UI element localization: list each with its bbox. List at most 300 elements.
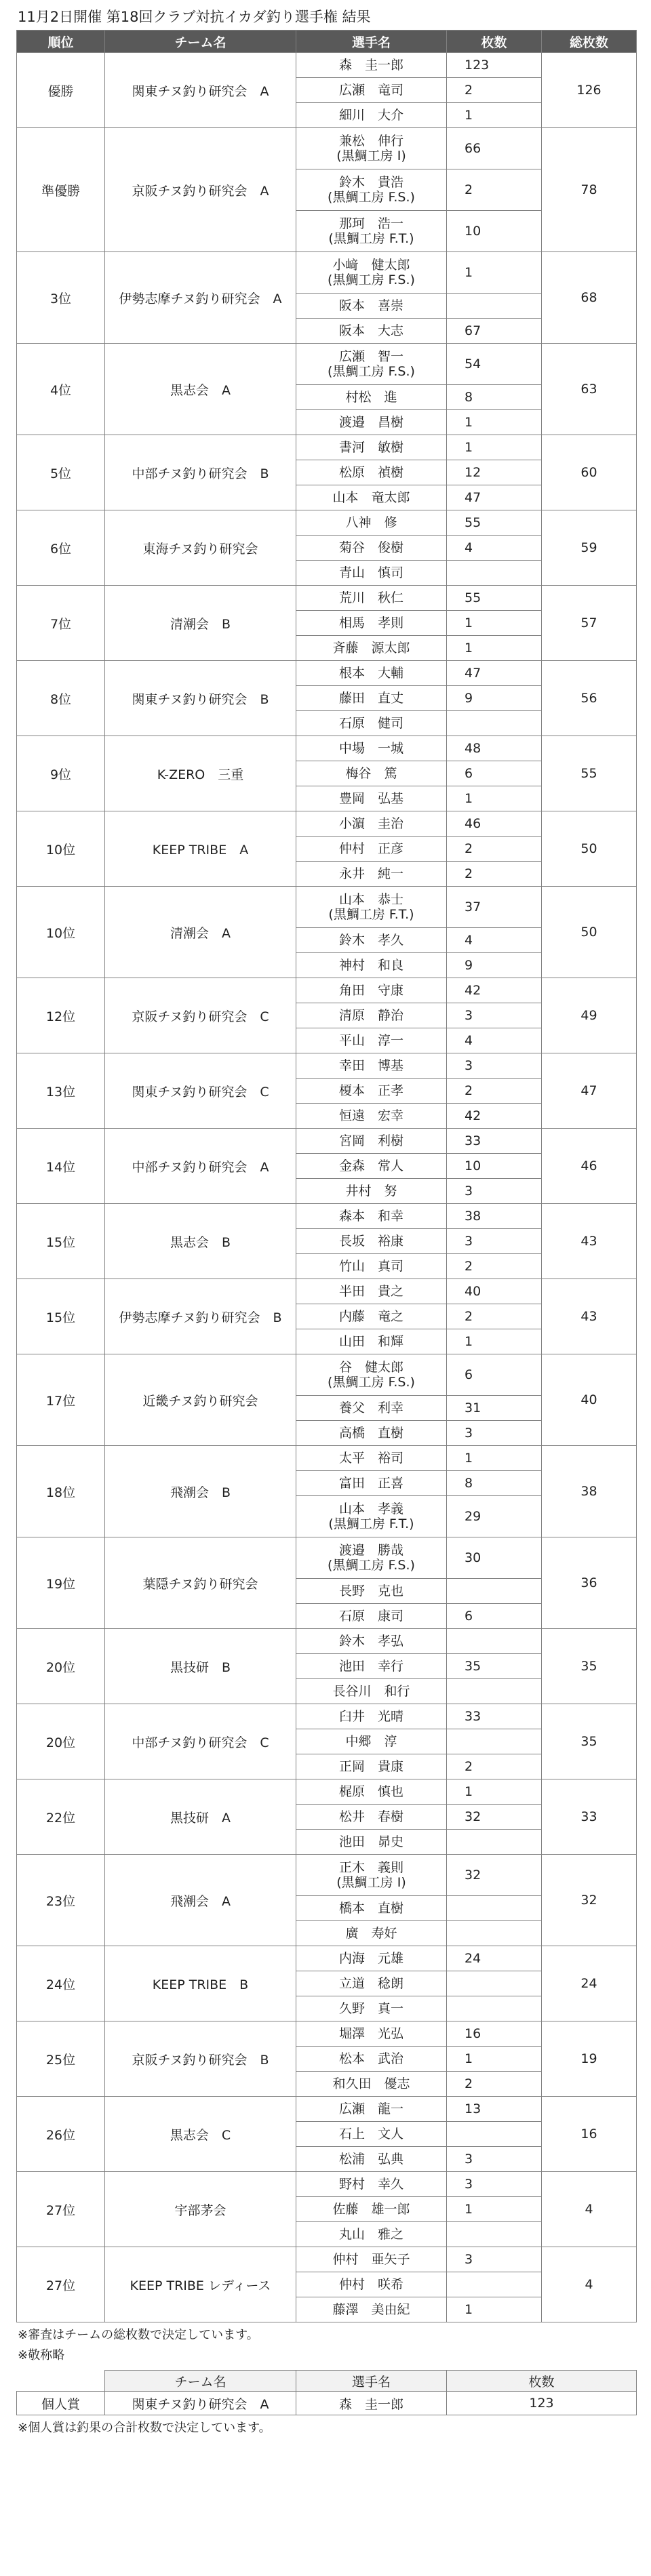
player-cell xyxy=(296,2297,447,2322)
player-cell xyxy=(296,1279,447,1304)
player-name: 平山 淳一 xyxy=(338,1033,403,1048)
player-count: 32 xyxy=(447,1855,542,1896)
player-count: 1 xyxy=(447,410,542,435)
player-count: 3 xyxy=(447,1003,542,1028)
player-name: 根本 大輔 xyxy=(338,666,403,681)
individual-header-team: チーム名 xyxy=(105,2371,296,2392)
player-count: 1 xyxy=(447,435,542,460)
team-name: 中部チヌ釣り研究会 A xyxy=(105,1129,296,1204)
player-name: 久野 真一 xyxy=(338,2001,403,2016)
table-row xyxy=(17,2172,637,2197)
player-name: 石上 文人 xyxy=(338,2127,403,2141)
player-count xyxy=(447,294,542,319)
player-count: 1 xyxy=(447,252,542,294)
player-cell xyxy=(296,2097,447,2122)
player-affiliation: (黒鯛工房 F.S.) xyxy=(328,190,415,205)
player-name: 和久田 優志 xyxy=(332,2076,410,2091)
player-count xyxy=(447,1629,542,1654)
team-name: 清潮会 A xyxy=(105,887,296,978)
player-cell xyxy=(296,1996,447,2021)
team-total: 47 xyxy=(542,1053,637,1129)
player-cell xyxy=(296,319,447,344)
player-cell xyxy=(296,1421,447,1446)
team-total: 43 xyxy=(542,1279,637,1354)
player-cell xyxy=(296,1604,447,1629)
player-name: 阪本 喜崇 xyxy=(338,298,403,313)
team-name: 関東チヌ釣り研究会 A xyxy=(105,53,296,128)
player-name: 内海 元雄 xyxy=(338,1951,403,1966)
team-total: 40 xyxy=(542,1354,637,1446)
player-count: 24 xyxy=(447,1946,542,1971)
player-cell xyxy=(296,1830,447,1855)
player-cell xyxy=(296,1053,447,1079)
team-total: 32 xyxy=(542,1855,637,1946)
player-affiliation: (黒鯛工房 F.S.) xyxy=(328,364,415,379)
individual-row xyxy=(17,2392,637,2415)
team-total: 24 xyxy=(542,1946,637,2021)
player-name: 斉藤 源太郎 xyxy=(332,641,410,656)
player-name: 永井 純一 xyxy=(338,866,403,881)
player-name: 谷 健太郎 xyxy=(338,1360,403,1375)
player-count: 37 xyxy=(447,887,542,928)
player-name: 青山 慎司 xyxy=(338,565,403,580)
player-affiliation: (黒鯛工房 F.T.) xyxy=(328,231,414,246)
player-count: 33 xyxy=(447,1129,542,1154)
table-row xyxy=(17,1446,637,1471)
player-name: 松原 禎樹 xyxy=(338,465,403,480)
player-count: 3 xyxy=(447,1421,542,1446)
player-name: 那珂 浩一 xyxy=(338,216,403,231)
table-row xyxy=(17,2097,637,2122)
player-cell xyxy=(296,1729,447,1754)
player-cell xyxy=(296,837,447,862)
player-affiliation: (黒鯛工房 F.S.) xyxy=(328,1558,415,1573)
team-name: 清潮会 B xyxy=(105,586,296,661)
player-cell xyxy=(296,2021,447,2047)
player-count xyxy=(447,1921,542,1946)
team-name: 黒技研 B xyxy=(105,1629,296,1704)
player-name: 清原 静治 xyxy=(338,1008,403,1023)
player-cell xyxy=(296,2047,447,2072)
player-count: 2 xyxy=(447,1304,542,1329)
player-cell xyxy=(296,1855,447,1896)
page-title: 11月2日開催 第18回クラブ対抗イカダ釣り選手権 結果 xyxy=(18,9,371,25)
player-count: 42 xyxy=(447,1104,542,1129)
player-count xyxy=(447,561,542,586)
player-name: 井村 努 xyxy=(345,1184,397,1199)
player-cell xyxy=(296,1946,447,1971)
team-total: 35 xyxy=(542,1704,637,1779)
team-rank: 20位 xyxy=(17,1704,105,1779)
player-cell xyxy=(296,1204,447,1229)
header-team: チーム名 xyxy=(105,31,296,53)
table-row xyxy=(17,128,637,169)
player-cell xyxy=(296,1629,447,1654)
table-row xyxy=(17,53,637,78)
player-count: 3 xyxy=(447,2172,542,2197)
player-name: 菊谷 俊樹 xyxy=(338,540,403,555)
player-name: 藤田 直丈 xyxy=(338,691,403,706)
player-name: 広瀬 龍一 xyxy=(338,2101,403,2116)
player-cell xyxy=(296,761,447,786)
player-cell xyxy=(296,611,447,636)
team-rank: 7位 xyxy=(17,586,105,661)
player-cell xyxy=(296,78,447,103)
player-cell xyxy=(296,1446,447,1471)
note-judging: ※審査はチームの総枚数で決定しています。 xyxy=(18,2328,259,2342)
team-rank: 15位 xyxy=(17,1204,105,1279)
player-cell xyxy=(296,169,447,211)
team-rank: 27位 xyxy=(17,2172,105,2247)
table-row xyxy=(17,661,637,686)
player-name: 神村 和良 xyxy=(338,958,403,973)
player-cell xyxy=(296,1579,447,1604)
player-name: 豊岡 弘基 xyxy=(338,791,403,806)
team-total: 78 xyxy=(542,128,637,252)
player-count: 2 xyxy=(447,862,542,887)
player-count: 29 xyxy=(447,1496,542,1537)
results-body xyxy=(17,53,637,2322)
player-count: 2 xyxy=(447,2072,542,2097)
player-name: 村松 進 xyxy=(345,390,397,405)
player-name: 太平 裕司 xyxy=(338,1451,403,1466)
player-cell xyxy=(296,1154,447,1179)
team-name: 関東チヌ釣り研究会 C xyxy=(105,1053,296,1129)
player-cell xyxy=(296,1704,447,1729)
table-row xyxy=(17,1779,637,1805)
header-count: 枚数 xyxy=(447,31,542,53)
player-name: 山本 恭士 xyxy=(338,892,403,907)
team-rank: 5位 xyxy=(17,435,105,510)
player-count: 1 xyxy=(447,103,542,128)
player-count: 33 xyxy=(447,1704,542,1729)
team-name: 中部チヌ釣り研究会 B xyxy=(105,435,296,510)
player-cell xyxy=(296,811,447,837)
player-name: 堀澤 光弘 xyxy=(338,2026,403,2041)
team-rank: 優勝 xyxy=(17,53,105,128)
team-name: 伊勢志摩チヌ釣り研究会 B xyxy=(105,1279,296,1354)
player-count: 3 xyxy=(447,1179,542,1204)
individual-award-table xyxy=(16,2370,637,2415)
player-name: 鈴木 孝弘 xyxy=(338,1634,403,1649)
table-row xyxy=(17,1053,637,1079)
player-count: 4 xyxy=(447,1028,542,1053)
team-total: 4 xyxy=(542,2247,637,2322)
player-count: 1 xyxy=(447,611,542,636)
player-cell xyxy=(296,435,447,460)
player-count: 10 xyxy=(447,211,542,252)
player-count xyxy=(447,1679,542,1704)
player-name: 恒遠 宏幸 xyxy=(338,1108,403,1123)
player-count: 35 xyxy=(447,1654,542,1679)
table-row xyxy=(17,2247,637,2272)
player-name: 渡邉 勝哉 xyxy=(338,1543,403,1558)
individual-count: 123 xyxy=(447,2392,637,2415)
player-cell xyxy=(296,1396,447,1421)
team-rank: 8位 xyxy=(17,661,105,736)
player-count: 3 xyxy=(447,2247,542,2272)
player-name: 養父 利幸 xyxy=(338,1401,403,1415)
player-name: 池田 昴史 xyxy=(338,1834,403,1849)
player-name: 松井 春樹 xyxy=(338,1809,403,1824)
team-name: 京阪チヌ釣り研究会 C xyxy=(105,978,296,1053)
team-rank: 17位 xyxy=(17,1354,105,1446)
table-row xyxy=(17,1354,637,1396)
team-name: KEEP TRIBE A xyxy=(105,811,296,887)
player-cell xyxy=(296,2072,447,2097)
player-name: 廣 寿好 xyxy=(345,1926,397,1941)
player-affiliation: (黒鯛工房 F.T.) xyxy=(328,1516,414,1531)
player-cell xyxy=(296,561,447,586)
note-honorifics: ※敬称略 xyxy=(18,2348,65,2362)
player-count: 12 xyxy=(447,460,542,485)
player-cell xyxy=(296,510,447,536)
team-rank: 23位 xyxy=(17,1855,105,1946)
team-total: 59 xyxy=(542,510,637,586)
player-cell xyxy=(296,928,447,953)
player-count xyxy=(447,1729,542,1754)
team-name: K-ZERO 三重 xyxy=(105,736,296,811)
player-name: 藤澤 美由紀 xyxy=(332,2302,410,2317)
player-name: 立道 稔朗 xyxy=(338,1976,403,1991)
individual-label: 個人賞 xyxy=(17,2392,105,2415)
table-row xyxy=(17,887,637,928)
table-row xyxy=(17,510,637,536)
player-name: 長坂 裕康 xyxy=(338,1234,403,1249)
team-total: 55 xyxy=(542,736,637,811)
team-rank: 22位 xyxy=(17,1779,105,1855)
team-total: 50 xyxy=(542,887,637,978)
player-name: 仲村 正彦 xyxy=(338,841,403,856)
team-rank: 13位 xyxy=(17,1053,105,1129)
player-count: 1 xyxy=(447,2297,542,2322)
player-cell xyxy=(296,536,447,561)
team-name: 近畿チヌ釣り研究会 xyxy=(105,1354,296,1446)
player-count: 30 xyxy=(447,1537,542,1579)
header-total: 総枚数 xyxy=(542,31,637,53)
player-cell xyxy=(296,1496,447,1537)
individual-notes xyxy=(18,2421,651,2436)
player-name: 池田 幸行 xyxy=(338,1659,403,1674)
individual-header-player: 選手名 xyxy=(296,2371,447,2392)
player-cell xyxy=(296,978,447,1003)
player-name: 宮岡 利樹 xyxy=(338,1133,403,1148)
player-cell xyxy=(296,1779,447,1805)
player-count: 48 xyxy=(447,736,542,761)
team-rank: 20位 xyxy=(17,1629,105,1704)
player-name: 石原 康司 xyxy=(338,1609,403,1624)
table-row xyxy=(17,1855,637,1896)
player-count xyxy=(447,2122,542,2147)
player-name: 梶原 慎也 xyxy=(338,1784,403,1799)
player-cell xyxy=(296,786,447,811)
player-cell xyxy=(296,686,447,711)
player-name: 仲村 亜矢子 xyxy=(332,2252,410,2267)
team-name: 宇部茅会 xyxy=(105,2172,296,2247)
player-cell xyxy=(296,410,447,435)
player-count: 31 xyxy=(447,1396,542,1421)
player-affiliation: (黒鯛工房 F.T.) xyxy=(328,907,414,922)
player-count: 55 xyxy=(447,586,542,611)
player-count: 2 xyxy=(447,169,542,211)
player-cell xyxy=(296,460,447,485)
player-cell xyxy=(296,711,447,736)
team-total: 4 xyxy=(542,2172,637,2247)
table-row xyxy=(17,1204,637,1229)
team-rank: 14位 xyxy=(17,1129,105,1204)
player-cell xyxy=(296,1003,447,1028)
player-cell xyxy=(296,2172,447,2197)
player-count: 3 xyxy=(447,1229,542,1254)
team-name: 伊勢志摩チヌ釣り研究会 A xyxy=(105,252,296,344)
player-cell xyxy=(296,294,447,319)
player-count: 4 xyxy=(447,928,542,953)
player-count: 1 xyxy=(447,636,542,661)
team-name: 黒志会 B xyxy=(105,1204,296,1279)
team-total: 50 xyxy=(542,811,637,887)
team-total: 19 xyxy=(542,2021,637,2097)
team-total: 16 xyxy=(542,2097,637,2172)
player-name: 幸田 博基 xyxy=(338,1058,403,1073)
player-name: 小﨑 健太郎 xyxy=(332,258,410,273)
team-total: 49 xyxy=(542,978,637,1053)
table-row xyxy=(17,586,637,611)
player-name: 正岡 貴康 xyxy=(338,1759,403,1774)
player-count: 55 xyxy=(447,510,542,536)
player-count: 6 xyxy=(447,761,542,786)
team-total: 43 xyxy=(542,1204,637,1279)
player-name: 広瀬 竜司 xyxy=(338,83,403,98)
player-cell xyxy=(296,1805,447,1830)
player-name: 半田 貴之 xyxy=(338,1284,403,1299)
player-name: 松浦 弘典 xyxy=(338,2152,403,2167)
player-cell xyxy=(296,887,447,928)
player-name: 書河 敏樹 xyxy=(338,440,403,455)
player-cell xyxy=(296,128,447,169)
player-count: 40 xyxy=(447,1279,542,1304)
player-cell xyxy=(296,1754,447,1779)
player-name: 石原 健司 xyxy=(338,716,403,731)
team-name: KEEP TRIBE B xyxy=(105,1946,296,2021)
player-count: 2 xyxy=(447,1754,542,1779)
table-row xyxy=(17,811,637,837)
player-name: 梅谷 篤 xyxy=(345,766,397,781)
player-name: 中場 一城 xyxy=(338,741,403,756)
player-count: 47 xyxy=(447,485,542,510)
player-name: 仲村 咲希 xyxy=(338,2277,403,2292)
player-count: 2 xyxy=(447,78,542,103)
player-count: 66 xyxy=(447,128,542,169)
team-total: 35 xyxy=(542,1629,637,1704)
player-cell xyxy=(296,1179,447,1204)
player-name: 松本 武治 xyxy=(338,2051,403,2066)
table-row xyxy=(17,1704,637,1729)
header-player: 選手名 xyxy=(296,31,447,53)
player-count: 1 xyxy=(447,1446,542,1471)
player-cell xyxy=(296,1471,447,1496)
player-cell xyxy=(296,53,447,78)
player-count: 4 xyxy=(447,536,542,561)
team-total: 38 xyxy=(542,1446,637,1537)
team-total: 68 xyxy=(542,252,637,344)
player-affiliation: (黒鯛工房 I) xyxy=(336,148,406,163)
player-name: 角田 守康 xyxy=(338,983,403,998)
table-row xyxy=(17,1946,637,1971)
player-cell xyxy=(296,211,447,252)
team-name: KEEP TRIBE レディース xyxy=(105,2247,296,2322)
team-rank: 9位 xyxy=(17,736,105,811)
player-cell xyxy=(296,862,447,887)
player-cell xyxy=(296,252,447,294)
player-count: 38 xyxy=(447,1204,542,1229)
player-cell xyxy=(296,1254,447,1279)
table-row xyxy=(17,1629,637,1654)
team-total: 57 xyxy=(542,586,637,661)
player-affiliation: (黒鯛工房 F.S.) xyxy=(328,273,415,287)
player-name: 富田 正喜 xyxy=(338,1476,403,1491)
player-name: 鈴木 孝久 xyxy=(338,933,403,948)
team-total: 60 xyxy=(542,435,637,510)
player-name: 森 圭一郎 xyxy=(338,58,403,73)
team-rank: 26位 xyxy=(17,2097,105,2172)
player-cell xyxy=(296,2122,447,2147)
player-cell xyxy=(296,953,447,978)
player-count: 42 xyxy=(447,978,542,1003)
player-cell xyxy=(296,1229,447,1254)
player-count: 9 xyxy=(447,953,542,978)
player-cell xyxy=(296,1921,447,1946)
team-name: 京阪チヌ釣り研究会 B xyxy=(105,2021,296,2097)
team-rank: 6位 xyxy=(17,510,105,586)
results-table xyxy=(16,30,637,2322)
player-name: 山本 孝義 xyxy=(338,1502,403,1516)
team-total: 46 xyxy=(542,1129,637,1204)
results-header-row xyxy=(17,31,637,53)
table-row xyxy=(17,2021,637,2047)
player-cell xyxy=(296,1354,447,1396)
team-name: 飛潮会 B xyxy=(105,1446,296,1537)
player-count: 67 xyxy=(447,319,542,344)
player-name: 小濵 圭治 xyxy=(338,816,403,831)
player-count: 1 xyxy=(447,786,542,811)
player-count: 2 xyxy=(447,837,542,862)
player-count: 32 xyxy=(447,1805,542,1830)
team-name: 黒技研 A xyxy=(105,1779,296,1855)
player-cell xyxy=(296,385,447,410)
player-cell xyxy=(296,2247,447,2272)
team-total: 33 xyxy=(542,1779,637,1855)
player-cell xyxy=(296,485,447,510)
player-count: 2 xyxy=(447,1079,542,1104)
team-name: 飛潮会 A xyxy=(105,1855,296,1946)
player-count: 8 xyxy=(447,1471,542,1496)
player-name: 正木 義則 xyxy=(338,1860,403,1875)
player-name: 中郷 淳 xyxy=(345,1734,397,1749)
team-name: 関東チヌ釣り研究会 B xyxy=(105,661,296,736)
player-cell xyxy=(296,103,447,128)
player-count: 10 xyxy=(447,1154,542,1179)
player-name: 金森 常人 xyxy=(338,1159,403,1173)
player-count: 16 xyxy=(447,2021,542,2047)
player-name: 荒川 秋仁 xyxy=(338,590,403,605)
player-name: 阪本 大志 xyxy=(338,323,403,338)
team-rank: 12位 xyxy=(17,978,105,1053)
player-cell xyxy=(296,1104,447,1129)
team-total: 126 xyxy=(542,53,637,128)
player-name: 広瀬 智一 xyxy=(338,349,403,364)
team-name: 葉隠チヌ釣り研究会 xyxy=(105,1537,296,1629)
player-cell xyxy=(296,1079,447,1104)
